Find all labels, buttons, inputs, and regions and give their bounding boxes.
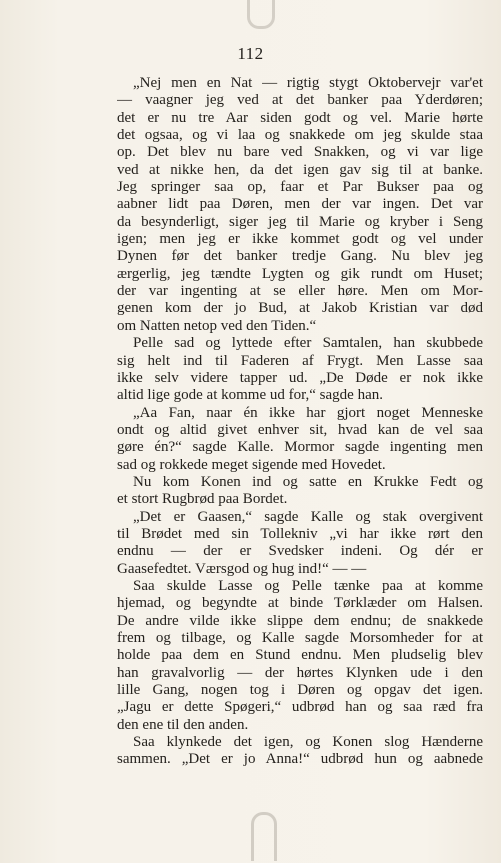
text-line: han gravalvorlig — der hørtes Klynken ude i den — [117, 664, 483, 681]
text-line: et stort Rugbrød paa Bordet. — [117, 491, 288, 508]
binding-thread-bottom — [251, 812, 277, 861]
text-line: ved at nikke hen, da det igen gav sig til at banke. — [117, 161, 483, 178]
text-line: „Det er Gaasen,“ sagde Kalle og stak overgivent — [133, 508, 483, 525]
text-line: lille Gang, nogen tog i Døren og opgav det igen. — [117, 682, 483, 699]
body-text — [117, 75, 483, 769]
text-line: Saa klynkede det igen, og Konen slog Hænderne — [133, 734, 483, 751]
text-line: holde paa dem en Stund endnu. Men pludselig blev — [117, 647, 483, 664]
text-line: Nu kom Konen ind og satte en Krukke Fedt og — [133, 473, 483, 490]
text-line: Jeg springer saa op, faar et Par Bukser paa og — [117, 179, 483, 196]
binding-thread-top — [247, 0, 275, 29]
text-line: Gaasefedtet. Værsgod og hug ind!“ — — — [117, 560, 367, 577]
text-line: det er nu tre Aar siden godt og vel. Marie hørte — [117, 109, 483, 126]
text-line: hjemad, og begyndte at binde Tørklæder om Halsen. — [117, 595, 483, 612]
text-line: sig helt ind til Faderen af Frygt. Men Lasse saa — [117, 352, 483, 369]
text-line: sammen. „Det er jo Anna!“ udbrød hun og aabnede — [117, 751, 483, 768]
text-line: om Natten netop ved den Tiden.“ — [117, 317, 317, 334]
text-line: til Brødet med sin Tollekniv „vi har ikke rørt den — [117, 525, 483, 542]
text-line: ikke selv videre tapper ud. „De Døde er nok ikke — [117, 369, 483, 386]
text-line: „Jagu er dette Spøgeri,“ udbrød han og saa ræd fra — [117, 699, 483, 716]
text-line: op. Det blev nu bare ved Snakken, og vi var lige — [117, 144, 483, 161]
text-line: den ene til den anden. — [117, 716, 249, 733]
text-line: Pelle sad og lyttede efter Samtalen, han skubbede — [133, 335, 483, 352]
text-line: da besynderligt, siger jeg til Marie og kryber i Seng — [117, 213, 483, 230]
text-line: Saa skulde Lasse og Pelle tænke paa at komme — [133, 577, 483, 594]
text-line: „Nej men en Nat — rigtig stygt Oktobervejr var'et — [133, 75, 483, 91]
text-line: altid lige gode at komme ud for,“ sagde han. — [117, 387, 383, 404]
page-number: 112 — [237, 44, 264, 63]
text-line: „Aa Fan, naar én ikke har gjort noget Menneske — [133, 404, 483, 421]
text-line: Dynen før det banker tredje Gang. Nu blev jeg — [117, 248, 483, 265]
text-line: sad og rokkede meget sigende med Hovedet. — [117, 456, 386, 473]
text-line: — vaagner jeg ved at det banker paa Yderdøren; — [117, 92, 483, 109]
text-line: det ogsaa, og vi laa og snakkede om jeg skulde staa — [117, 127, 483, 144]
text-line: endnu — der er Svedsker indeni. Og dér er — [117, 543, 483, 560]
text-line: De andre vilde ikke slippe dem endnu; de snakkede — [117, 612, 483, 629]
text-line: genen kom der jo Bud, at Jakob Kristian var død — [117, 300, 483, 317]
text-line: ondt og altid givet enhver sit, hvad kan de vel saa — [117, 421, 483, 438]
text-line: frem og tilbage, og Kalle sagde Morsomheder for at — [117, 630, 483, 646]
text-line: igen; men jeg er ikke kommet godt og vel under — [117, 231, 483, 248]
text-line: aabner lidt paa Døren, men der var ingen. Det var — [117, 196, 483, 213]
text-line: der var ingenting at se eller høre. Men om Mor- — [117, 283, 483, 300]
text-line: gøre én?“ sagde Kalle. Mormor sagde ingenting men — [117, 439, 483, 456]
text-line: ærgerlig, jeg tændte Lygten og gik rundt om Huset; — [117, 265, 483, 282]
